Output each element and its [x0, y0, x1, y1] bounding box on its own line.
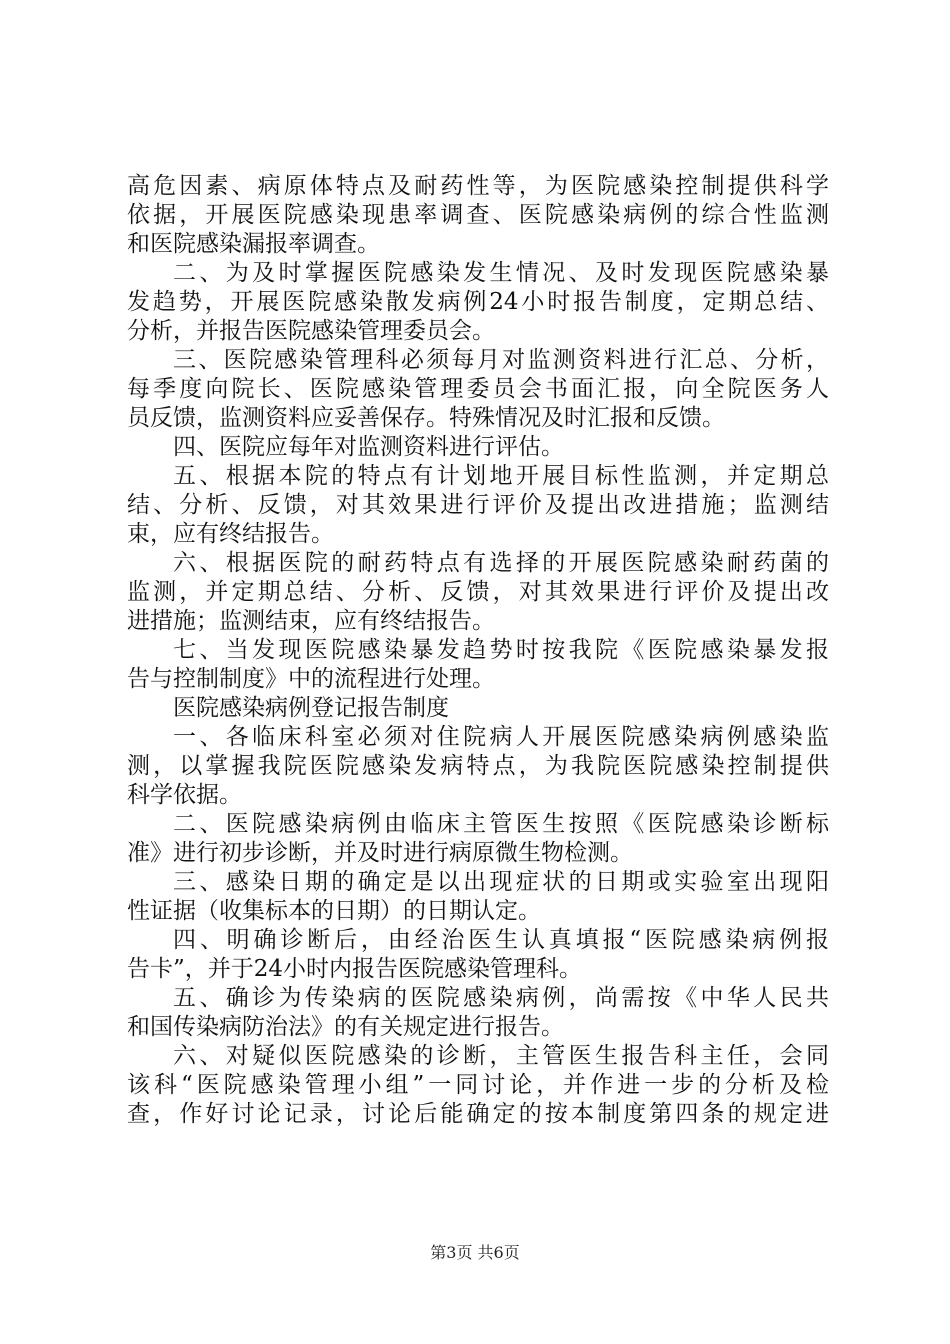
text-line: 每季度向院长、医院感染管理委员会书面汇报，向全院医务人 — [127, 376, 829, 402]
text-line: 三、医院感染管理科必须每月对监测资料进行汇总、分析， — [173, 347, 829, 373]
text-line: 测，以掌握我院医院感染发病特点，为我院医院感染控制提供 — [127, 753, 829, 779]
text-line: 告与控制制度》中的流程进行处理。 — [127, 666, 495, 692]
text-line: 该科“医院感染管理小组”一同讨论，并作进一步的分析及检 — [127, 1072, 829, 1098]
text-line: 结、分析、反馈，对其效果进行评价及提出改进措施；监测结 — [127, 492, 829, 518]
text-line: 五、确诊为传染病的医院感染病例，尚需按《中华人民共 — [173, 985, 829, 1011]
text-line: 发趋势，开展医院感染散发病例24小时报告制度，定期总结、 — [127, 289, 829, 315]
text-line: 告卡”，并于24小时内报告医院感染管理科。 — [127, 956, 583, 982]
text-line: 和国传染病防治法》的有关规定进行报告。 — [127, 1014, 564, 1040]
text-line: 和医院感染漏报率调查。 — [127, 231, 380, 257]
page-number-footer: 第3页 共6页 — [430, 1243, 520, 1262]
text-line: 员反馈，监测资料应妥善保存。特殊情况及时汇报和反馈。 — [127, 405, 725, 431]
text-line: 六、根据医院的耐药特点有选择的开展医院感染耐药菌的 — [173, 550, 829, 576]
text-line: 一、各临床科室必须对住院病人开展医院感染病例感染监 — [173, 724, 829, 750]
document-body — [127, 172, 829, 1129]
text-line: 二、医院感染病例由临床主管医生按照《医院感染诊断标 — [173, 811, 829, 837]
text-line: 依据，开展医院感染现患率调查、医院感染病例的综合性监测 — [127, 202, 829, 228]
text-line: 二、为及时掌握医院感染发生情况、及时发现医院感染暴 — [173, 260, 829, 286]
text-line: 查，作好讨论记录，讨论后能确定的按本制度第四条的规定进 — [127, 1101, 829, 1127]
text-line: 四、医院应每年对监测资料进行评估。 — [173, 434, 564, 460]
text-line: 科学依据。 — [127, 782, 242, 808]
text-line: 六、对疑似医院感染的诊断，主管医生报告科主任，会同 — [173, 1043, 829, 1069]
text-line: 五、根据本院的特点有计划地开展目标性监测，并定期总 — [173, 463, 829, 489]
text-line: 监测，并定期总结、分析、反馈，对其效果进行评价及提出改 — [127, 579, 829, 605]
text-line: 性证据（收集标本的日期）的日期认定。 — [127, 898, 541, 924]
text-line: 七、当发现医院感染暴发趋势时按我院《医院感染暴发报 — [173, 637, 829, 663]
text-line: 高危因素、病原体特点及耐药性等，为医院感染控制提供科学 — [127, 173, 829, 199]
text-line: 束，应有终结报告。 — [127, 521, 334, 547]
text-line: 准》进行初步诊断，并及时进行病原微生物检测。 — [127, 840, 633, 866]
text-line: 四、明确诊断后，由经治医生认真填报“医院感染病例报 — [173, 927, 829, 953]
text-line: 医院感染病例登记报告制度 — [173, 695, 449, 721]
text-line: 分析，并报告医院感染管理委员会。 — [127, 318, 495, 344]
text-line: 进措施；监测结束，应有终结报告。 — [127, 608, 495, 634]
text-line: 三、感染日期的确定是以出现症状的日期或实验室出现阳 — [173, 869, 829, 895]
